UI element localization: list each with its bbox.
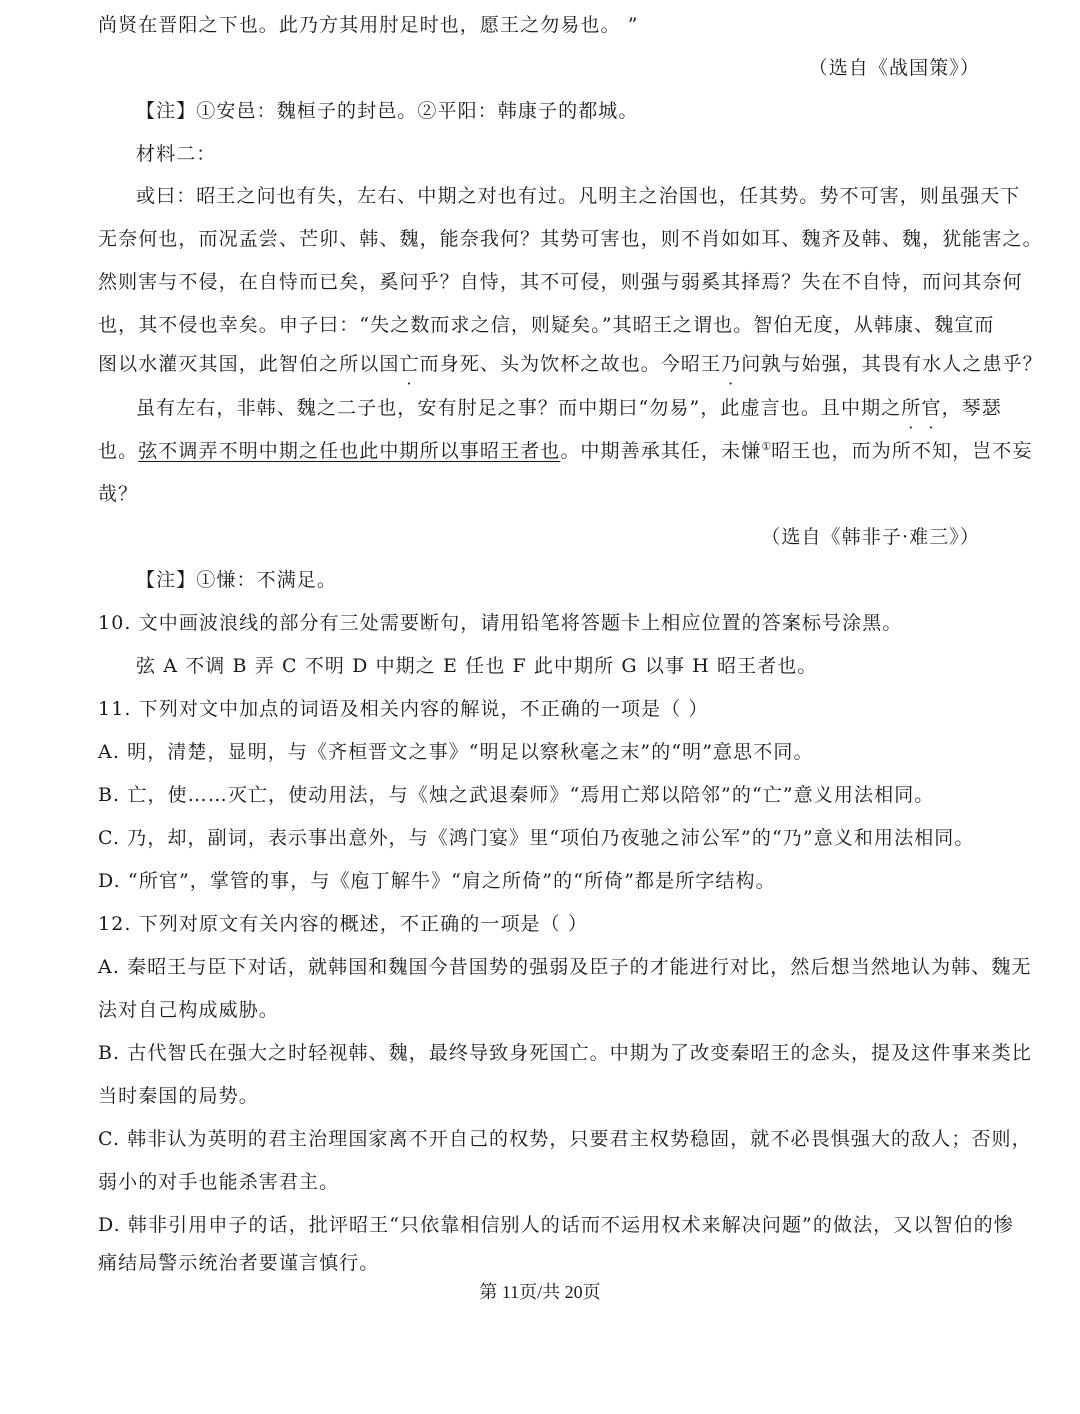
question-12-option-c-line1: C. 韩非认为英明的君主治理国家离不开自己的权势，只要君主权势稳固，就不必畏惧强大的敌人；否则， <box>98 1128 1032 1150</box>
question-12-option-b-line2: 当时秦国的局势。 <box>98 1085 259 1107</box>
text-span: ，琴瑟 <box>941 397 1002 419</box>
question-12-option-d-line1: D. 韩非引用申子的话，批评昭王“只依靠相信别人的话而不运用权术来解决问题”的做法，又以智伯的惨 <box>98 1214 1014 1236</box>
material1-last-line: 尚贤在晋阳之下也。此乃方其用肘足时也，愿王之勿易也。 ” <box>98 14 639 36</box>
question-12-option-b-line1: B. 古代智氏在强大之时轻视韩、魏，最终导致身死国亡。中期为了改变秦昭王的念头，提及这件事来类比 <box>98 1042 1032 1064</box>
material2-source: （选自《韩非子·难三》） <box>761 526 980 548</box>
text-span: 问孰与始强，其畏有水人之患乎？ <box>741 353 1043 375</box>
question-11: 11. 下列对文中加点的词语及相关内容的解说，不正确的一项是（ ） <box>98 698 709 720</box>
dotted-char-wang: 亡 <box>399 353 420 375</box>
question-12-option-a-line1: A. 秦昭王与臣下对话，就韩国和魏国今昔国势的强弱及臣子的才能进行对比，然后想当然地认为韩、魏无 <box>98 956 1032 978</box>
material2-p1-line4: 也，其不侵也幸矣。申子曰：“失之数而求之信，则疑矣。”其昭王之谓也。智伯无度，从韩康、魏宣而 <box>98 314 995 336</box>
page-footer: 第 11页/共 20页 <box>479 1282 601 1302</box>
material1-source: （选自《战国策》） <box>808 57 980 79</box>
material2-p1-line2: 无奈何也，而况孟尝、芒卯、韩、魏，能奈我何？其势可害也，则不肖如如耳、魏齐及韩、魏，犹能害之。 <box>98 228 1043 250</box>
dotted-char-guan: 官 <box>921 397 942 419</box>
question-12-option-d-line2: 痛结局警示统治者要谨言慎行。 <box>98 1252 380 1274</box>
text-span: 而身死、头为饮杯之故也。今昭王 <box>419 353 722 375</box>
question-11-option-d: D. “所官”，掌管的事，与《庖丁解牛》“肩之所倚”的“所倚”都是所字结构。 <box>98 870 776 892</box>
question-11-option-a: A. 明，清楚，显明，与《齐桓晋文之事》“明足以察秋毫之末”的“明”意思不同。 <box>98 741 814 763</box>
material2-p2-line2 <box>98 439 1033 466</box>
material2-p1-line5 <box>98 352 1043 376</box>
material2-heading: 材料二： <box>136 143 217 165</box>
text-span: 图以水灌灭其国，此智伯之所以国 <box>98 353 400 375</box>
material2-note: 【注】①慊：不满足。 <box>136 569 338 591</box>
text-span: 。中期善承其任，未慊 <box>560 440 762 462</box>
question-12-option-a-line2: 法对自己构成威胁。 <box>98 999 279 1021</box>
question-10-line: 弦 A 不调 B 弄 C 不明 D 中期之 E 任也 F 此中期所 G 以事 H 昭王者也。 <box>136 655 818 677</box>
material2-p2-line1 <box>136 396 1026 420</box>
text-span: 昭王也，而为所不知，岂不妄 <box>771 440 1033 462</box>
wavy-underlined-passage: 弦不调弄不明中期之任也此中期所以事昭王者也 <box>138 440 561 462</box>
dotted-char-nai: 乃 <box>721 353 742 375</box>
question-11-option-c: C. 乃，却，副词，表示事出意外，与《鸿门宴》里“项伯乃夜驰之沛公军”的“乃”意义和用法相同。 <box>98 827 975 849</box>
material1-note: 【注】①安邑：魏桓子的封邑。②平阳：韩康子的都城。 <box>136 100 639 122</box>
question-12: 12. 下列对原文有关内容的概述，不正确的一项是（ ） <box>98 913 588 935</box>
material2-p1-line1: 或曰：昭王之问也有失，左右、中期之对也有过。凡明主之治国也，任其势。势不可害，则虽强天下 <box>136 185 1021 207</box>
question-11-option-b: B. 亡，使……灭亡，使动用法，与《烛之武退秦师》“焉用亡郑以陪邻”的“亡”意义用法相同。 <box>98 784 935 806</box>
question-10: 10. 文中画波浪线的部分有三处需要断句，请用铅笔将答题卡上相应位置的答案标号涂黑。 <box>98 612 903 634</box>
dotted-char-suo: 所 <box>901 397 922 419</box>
question-12-option-c-line2: 弱小的对手也能杀害君主。 <box>98 1171 340 1193</box>
text-span: 也。 <box>98 440 139 462</box>
material2-p2-line3: 哉？ <box>98 483 139 505</box>
footnote-marker: ① <box>761 440 772 453</box>
material2-p1-line3: 然则害与不侵，在自恃而已矣，奚问乎？自恃，其不可侵，则强与弱奚其择焉？失在不自恃，而问其奈何 <box>98 271 1023 293</box>
text-span: 虽有左右，非韩、魏之二子也，安有肘足之事？而中期曰“勿易”，此虚言也。且中期之 <box>136 397 902 419</box>
